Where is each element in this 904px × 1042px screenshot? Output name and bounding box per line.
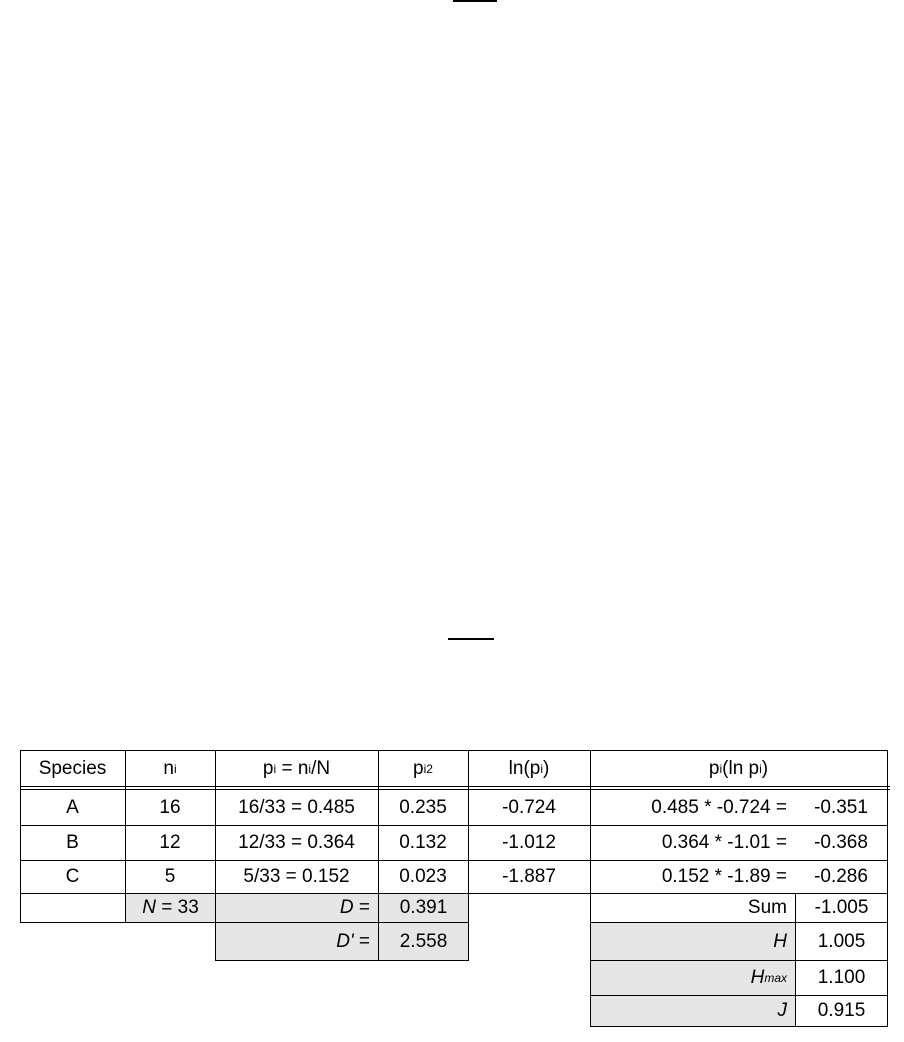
row-b-calc: 0.364 * -1.01 = xyxy=(661,831,787,853)
row-c-value: -0.286 xyxy=(814,865,868,887)
grid-line xyxy=(590,750,591,1027)
grid-line xyxy=(215,960,469,961)
header-ln-pi: ln(p i ) xyxy=(508,758,550,779)
summary-dprime-label: D' = xyxy=(216,923,378,960)
grid-line xyxy=(20,750,888,751)
summary-n-total: N = 33 xyxy=(126,894,215,922)
grid-line xyxy=(590,922,888,923)
header-species: Species xyxy=(38,758,107,779)
row-b-p: 12/33 = 0.364 xyxy=(238,831,355,853)
grid-line xyxy=(590,995,888,996)
grid-line xyxy=(215,750,216,961)
header-pi: p i = n i /N xyxy=(262,758,331,779)
summary-hmax-label: H max xyxy=(591,961,795,995)
grid-line xyxy=(590,960,888,961)
grid-line xyxy=(20,922,469,923)
row-a-p2: 0.235 xyxy=(399,796,447,818)
row-b-ln: -1.012 xyxy=(502,831,556,853)
row-a-species: A xyxy=(66,796,79,818)
row-a-ln: -0.724 xyxy=(502,796,556,818)
row-c-p2: 0.023 xyxy=(399,865,447,887)
header-pi-squared: p i 2 xyxy=(413,758,433,779)
summary-h-value: 1.005 xyxy=(817,930,866,952)
summary-d-value: 0.391 xyxy=(379,894,468,922)
row-b-p2: 0.132 xyxy=(399,831,447,853)
grid-line xyxy=(20,825,888,826)
header-pi-ln-pi: p i (ln p i ) xyxy=(708,758,769,779)
fraction-bar-top xyxy=(453,0,497,2)
row-c-calc: 0.152 * -1.89 = xyxy=(661,865,787,887)
grid-line xyxy=(20,860,888,861)
grid-line xyxy=(378,750,379,961)
row-c-ln: -1.887 xyxy=(502,865,556,887)
grid-line xyxy=(887,750,888,1027)
summary-sum-value: -1.005 xyxy=(814,897,869,918)
row-a-calc: 0.485 * -0.724 = xyxy=(651,796,787,818)
summary-j-value: 0.915 xyxy=(817,1000,866,1021)
row-c-p: 5/33 = 0.152 xyxy=(243,865,350,887)
summary-j-label: J xyxy=(591,996,795,1026)
summary-dprime-value: 2.558 xyxy=(379,923,468,960)
summary-hmax-value: 1.100 xyxy=(817,967,866,988)
row-c-n: 5 xyxy=(164,865,176,887)
header-ni: n i xyxy=(163,758,177,779)
row-b-species: B xyxy=(66,831,79,853)
grid-line xyxy=(20,789,890,790)
grid-line xyxy=(468,750,469,961)
grid-line xyxy=(20,893,888,894)
row-a-n: 16 xyxy=(159,796,181,818)
row-b-value: -0.368 xyxy=(814,831,868,853)
grid-line xyxy=(125,750,126,923)
row-b-n: 12 xyxy=(159,831,181,853)
grid-line xyxy=(20,786,890,787)
grid-line xyxy=(590,1026,888,1027)
row-c-species: C xyxy=(65,865,80,887)
grid-line xyxy=(795,893,796,1027)
summary-d-label: D = xyxy=(216,894,378,922)
grid-line xyxy=(20,750,21,923)
summary-sum-label: Sum xyxy=(747,897,787,918)
row-a-p: 16/33 = 0.485 xyxy=(238,796,355,818)
row-a-value: -0.351 xyxy=(814,796,868,818)
summary-h-label: H xyxy=(591,923,795,960)
fraction-bar-middle xyxy=(448,638,494,640)
